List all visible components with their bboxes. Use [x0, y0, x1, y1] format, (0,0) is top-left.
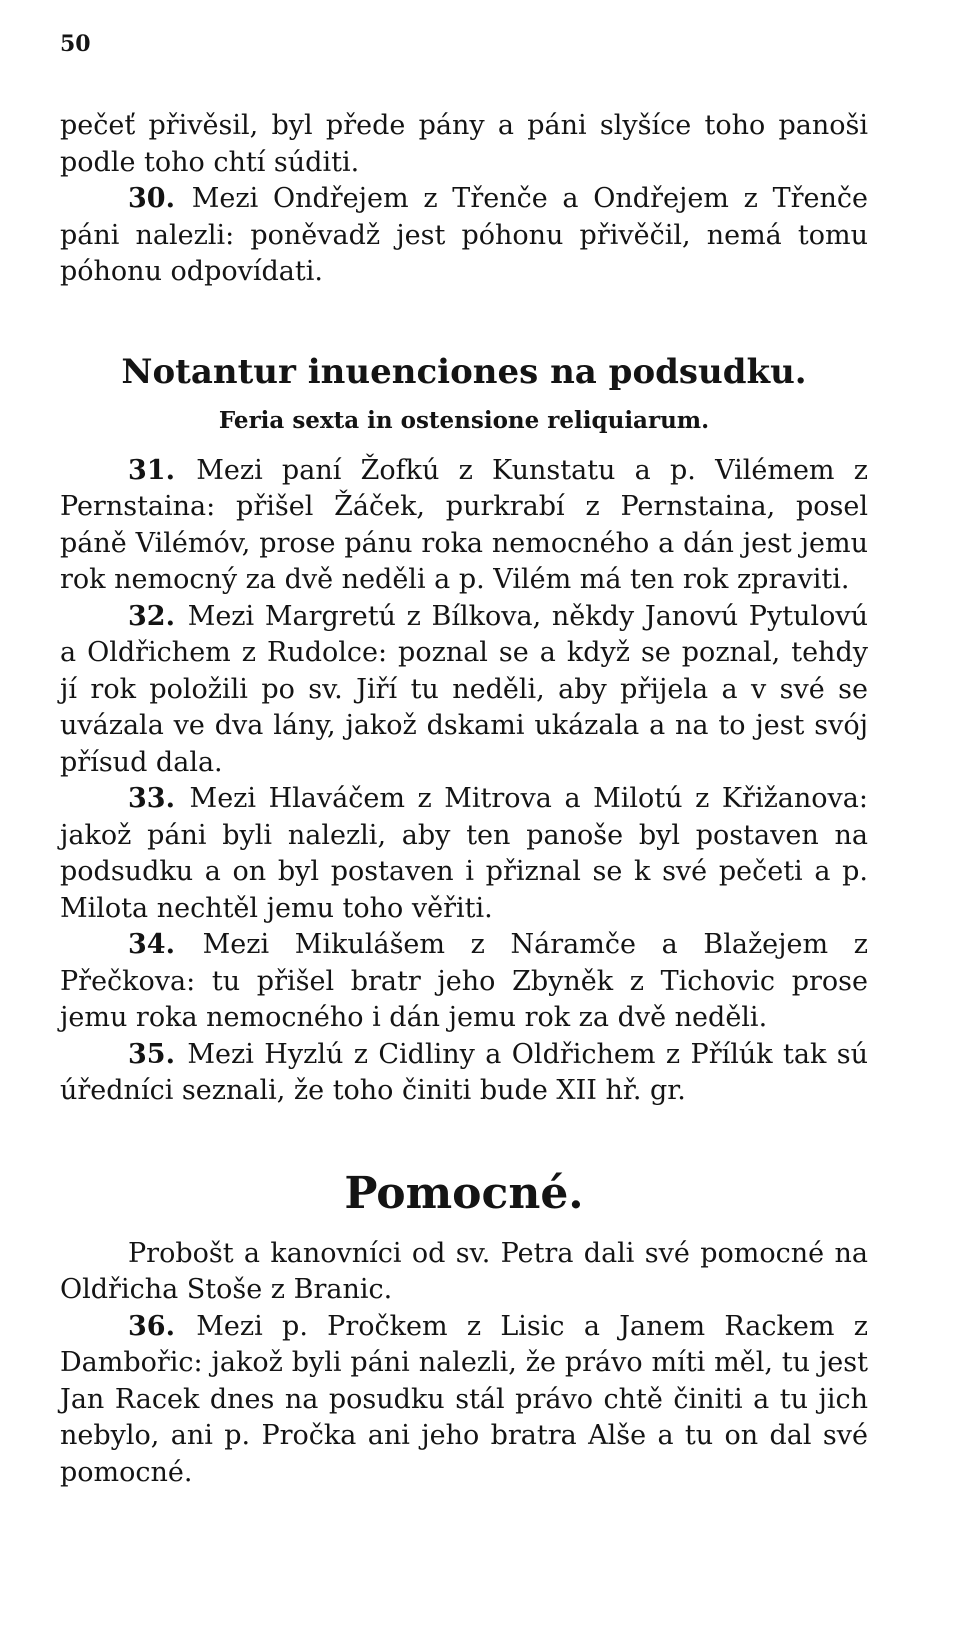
paragraph-text: Mezi Mikulášem z Náramče a Blažejem z Přečkova: tu přišel bratr jeho Zbyněk z Tichovic prose jemu roka nemocného i dán jemu rok za dvě neděli. [60, 929, 868, 1033]
paragraph-number: 34. [128, 929, 175, 960]
paragraph-number: 36. [128, 1310, 175, 1342]
paragraph-36 [60, 1309, 868, 1492]
paragraph-text: Mezi p. Pročkem z Lisic a Janem Rackem z Dambořic: jakož byli páni nalezli, že právo míti měl, tu jest Jan Racek dnes na posudku stál právo chtě činiti a tu jich nebylo, ani p. Pročka ani jeho bratra Alše a tu on dal své pomocné. [60, 1310, 868, 1488]
paragraph-number: 31. [128, 454, 175, 486]
paragraph-text: Mezi paní Žofkú z Kunstatu a p. Vilémem z Pernstaina: přišel Žáček, purkrabí z Pernstaina, posel páně Vilémóv, prose pánu roka nemocného a dán jest jemu rok nemocný za dvě neděli a p. Vilém má ten rok zpraviti. [60, 454, 868, 595]
section-subtitle-feria: Feria sexta in ostensione reliquiarum. [218, 406, 710, 434]
paragraph-33 [60, 781, 868, 927]
paragraph-text: Mezi Margretú z Bílkova, někdy Janovú Pytulovú a Oldřichem z Rudolce: poznal se a když se poznal, tehdy jí rok položili po sv. Jiří tu neděli, aby přijela a v své se uvázala ve dva lány, jakož dskami ukázala a na to jest svój přísud dala. [60, 600, 868, 778]
paragraph-35 [60, 1037, 868, 1110]
section-title-notantur: Notantur inuenciones na podsudku. [121, 351, 807, 392]
paragraph-text: Mezi Hlaváčem z Mitrova a Milotú z Křižanova: jakož páni byli nalezli, aby ten panoše byl postaven na podsudku a on byl postaven i přiznal se k své pečeti a p. Milota nechtěl jemu toho věřiti. [60, 783, 868, 924]
paragraph-pomocne-intro: Probošt a kanovníci od sv. Petra dali své pomocné na Oldřicha Stoše z Branic. [60, 1237, 868, 1305]
page-number: 50 [60, 31, 91, 57]
page-content [60, 108, 868, 1491]
paragraph-number: 35. [128, 1038, 175, 1070]
paragraph-number: 30. [128, 183, 175, 214]
section-title-pomocne: Pomocné. [344, 1167, 584, 1219]
paragraph-text: Mezi Ondřejem z Třenče a Ondřejem z Třenče páni nalezli: poněvadž jest póhonu přivěčil, nemá tomu póhonu odpovídati. [60, 183, 868, 287]
paragraph-number: 32. [128, 600, 175, 632]
paragraph-continuation: pečeť přivěsil, byl přede pány a páni slyšíce toho panoši podle toho chtí súditi. [60, 110, 868, 178]
paragraph-34 [60, 927, 868, 1037]
paragraph-32 [60, 599, 868, 782]
paragraph-31 [60, 453, 868, 599]
paragraph-number: 33. [128, 783, 175, 814]
paragraph-30 [60, 181, 868, 291]
paragraph-text: Mezi Hyzlú z Cidliny a Oldřichem z Přílúk tak sú úředníci seznali, že toho činiti bude XII hř. gr. [60, 1038, 868, 1106]
